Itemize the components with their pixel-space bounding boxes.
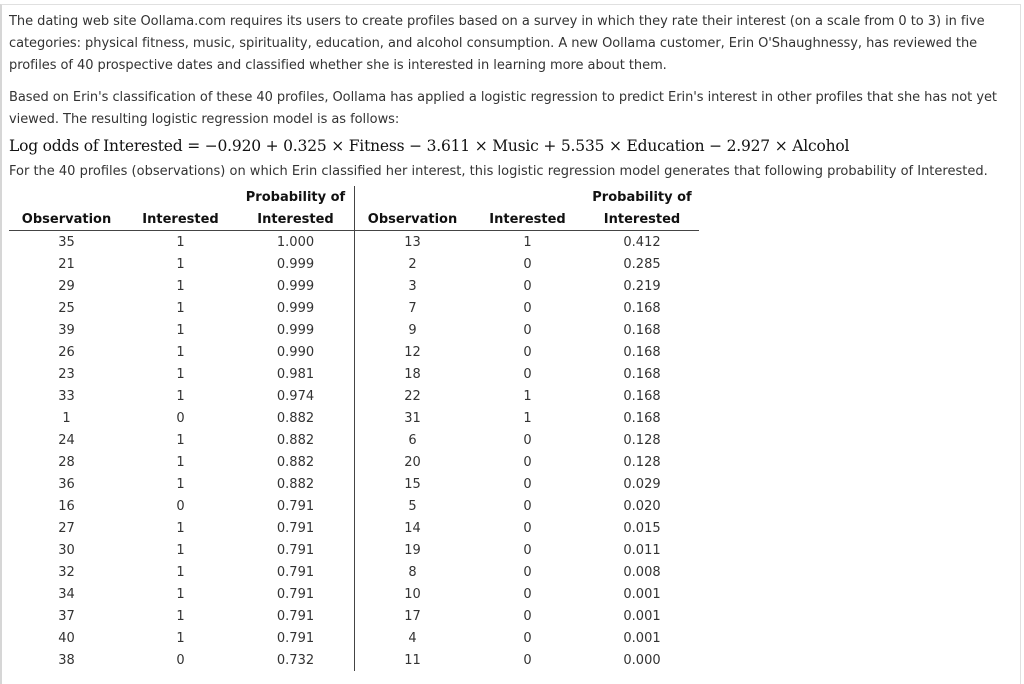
cell-observation: 2 <box>408 256 417 272</box>
cell-interested: 1 <box>176 234 185 250</box>
model-paragraph: Based on Erin's classification of these 40 profiles, Oollama has applied a logistic regression to predict Erin's interest in other profiles that she has not yet viewed. The resulting logistic regression model is as follows: <box>9 90 997 127</box>
cell-observation: 8 <box>408 564 417 580</box>
cell-observation: 15 <box>404 476 421 492</box>
cell-probability: 0.168 <box>623 388 661 404</box>
cell-probability: 0.168 <box>623 300 661 316</box>
cell-probability: 0.000 <box>623 652 661 668</box>
table-row <box>9 627 699 649</box>
cell-interested: 0 <box>523 278 532 294</box>
cell-interested: 0 <box>523 322 532 338</box>
cell-interested: 1 <box>176 344 185 360</box>
cell-observation: 37 <box>58 608 75 624</box>
table-header-row <box>9 208 699 231</box>
cell-observation: 1 <box>62 410 71 426</box>
cell-observation: 35 <box>58 234 75 250</box>
cell-probability: 0.015 <box>623 520 661 536</box>
cell-probability: 0.999 <box>237 297 355 319</box>
table-row <box>9 583 699 605</box>
cell-probability: 0.008 <box>623 564 661 580</box>
cell-interested: 1 <box>176 520 185 536</box>
question-content <box>9 11 1019 671</box>
cell-probability: 0.001 <box>623 608 661 624</box>
cell-interested: 0 <box>523 366 532 382</box>
cell-interested: 0 <box>523 586 532 602</box>
cell-probability: 0.999 <box>237 253 355 275</box>
cut-off-text <box>10 678 870 684</box>
cell-interested: 1 <box>176 476 185 492</box>
intro-paragraph: The dating web site Oollama.com requires its users to create profiles based on a survey in which they rate their interest (on a scale from 0 to 3) in five categories: physical fitness, music, spirituality, education, and alcohol consumption. A new Oollama customer, Erin O'Shaughnessy, has reviewed the profiles of 40 prospective dates and classified whether she is interested in learning more about them. <box>9 14 985 73</box>
cell-interested: 0 <box>523 300 532 316</box>
cell-probability: 0.791 <box>237 627 355 649</box>
cell-observation: 28 <box>58 454 75 470</box>
cell-probability: 0.791 <box>237 539 355 561</box>
cell-interested: 1 <box>176 630 185 646</box>
probability-table <box>9 186 699 671</box>
cell-probability: 0.168 <box>623 344 661 360</box>
table-row <box>9 649 699 671</box>
header-observation: Observation <box>9 208 124 231</box>
cell-observation: 22 <box>404 388 421 404</box>
cell-observation: 3 <box>408 278 417 294</box>
cell-interested: 1 <box>176 322 185 338</box>
cell-interested: 0 <box>523 520 532 536</box>
cell-interested: 0 <box>523 498 532 514</box>
cell-probability: 0.029 <box>623 476 661 492</box>
cell-probability: 0.128 <box>623 454 661 470</box>
table-row <box>9 297 699 319</box>
cell-interested: 0 <box>523 476 532 492</box>
cell-interested: 0 <box>523 652 532 668</box>
cell-interested: 1 <box>176 388 185 404</box>
cell-probability: 0.001 <box>623 586 661 602</box>
cell-interested: 0 <box>523 542 532 558</box>
cell-interested: 0 <box>523 630 532 646</box>
cell-probability: 0.791 <box>237 583 355 605</box>
cell-observation: 24 <box>58 432 75 448</box>
cell-probability: 0.412 <box>623 234 661 250</box>
cell-probability: 1.000 <box>237 231 355 254</box>
cell-observation: 23 <box>58 366 75 382</box>
cell-probability: 0.999 <box>237 319 355 341</box>
cell-interested: 0 <box>523 344 532 360</box>
cell-interested: 0 <box>523 432 532 448</box>
cell-interested: 1 <box>176 278 185 294</box>
table-row <box>9 275 699 297</box>
header-probability-bottom: Interested <box>585 208 699 231</box>
cell-observation: 14 <box>404 520 421 536</box>
cell-observation: 25 <box>58 300 75 316</box>
table-row <box>9 429 699 451</box>
cell-interested: 0 <box>523 454 532 470</box>
cell-observation: 32 <box>58 564 75 580</box>
cell-interested: 1 <box>523 388 532 404</box>
cell-observation: 33 <box>58 388 75 404</box>
cell-interested: 1 <box>176 586 185 602</box>
cell-probability: 0.882 <box>237 473 355 495</box>
table-row <box>9 495 699 517</box>
header-probability-top: Probability of <box>592 189 692 205</box>
table-row <box>9 385 699 407</box>
table-row <box>9 605 699 627</box>
cell-observation: 39 <box>58 322 75 338</box>
cell-observation: 31 <box>404 410 421 426</box>
table-row <box>9 319 699 341</box>
header-interested: Interested <box>470 208 585 231</box>
cell-probability: 0.219 <box>623 278 661 294</box>
cell-observation: 38 <box>58 652 75 668</box>
cell-interested: 0 <box>523 564 532 580</box>
cell-interested: 0 <box>523 256 532 272</box>
header-probability-bottom: Interested <box>237 208 355 231</box>
cell-interested: 1 <box>176 454 185 470</box>
cell-interested: 1 <box>176 256 185 272</box>
cell-probability: 0.168 <box>623 410 661 426</box>
table-row <box>9 231 699 254</box>
table-row <box>9 561 699 583</box>
cell-observation: 17 <box>404 608 421 624</box>
cell-observation: 7 <box>408 300 417 316</box>
cell-interested: 0 <box>523 608 532 624</box>
cell-probability: 0.882 <box>237 451 355 473</box>
cell-probability: 0.791 <box>237 495 355 517</box>
cell-interested: 1 <box>176 608 185 624</box>
header-observation: Observation <box>355 208 471 231</box>
cell-interested: 1 <box>523 234 532 250</box>
table-row <box>9 363 699 385</box>
cell-observation: 30 <box>58 542 75 558</box>
cell-interested: 0 <box>176 652 185 668</box>
cell-interested: 1 <box>176 564 185 580</box>
cell-observation: 34 <box>58 586 75 602</box>
cell-observation: 27 <box>58 520 75 536</box>
cell-interested: 1 <box>523 410 532 426</box>
header-probability-top: Probability of <box>237 186 355 208</box>
cell-probability: 0.999 <box>237 275 355 297</box>
cell-probability: 0.791 <box>237 605 355 627</box>
cell-interested: 0 <box>176 498 185 514</box>
cell-observation: 12 <box>404 344 421 360</box>
table-row <box>9 539 699 561</box>
cell-observation: 36 <box>58 476 75 492</box>
cell-observation: 40 <box>58 630 75 646</box>
cell-probability: 0.990 <box>237 341 355 363</box>
cell-observation: 29 <box>58 278 75 294</box>
cell-observation: 18 <box>404 366 421 382</box>
cell-observation: 9 <box>408 322 417 338</box>
cell-probability: 0.882 <box>237 429 355 451</box>
cell-observation: 26 <box>58 344 75 360</box>
cell-observation: 13 <box>404 234 421 250</box>
table-row <box>9 407 699 429</box>
table-caption: For the 40 profiles (observations) on which Erin classified her interest, this logistic regression model generates that following probability of Interested. <box>9 164 988 179</box>
cell-probability: 0.001 <box>623 630 661 646</box>
cell-probability: 0.168 <box>623 322 661 338</box>
regression-formula: Log odds of Interested = −0.920 + 0.325 × Fitness − 3.611 × Music + 5.535 × Education − 2.927 × Alcohol <box>9 137 850 155</box>
cell-probability: 0.882 <box>237 407 355 429</box>
cell-probability: 0.020 <box>623 498 661 514</box>
cell-interested: 1 <box>176 366 185 382</box>
cell-probability: 0.285 <box>623 256 661 272</box>
header-interested: Interested <box>124 208 237 231</box>
cell-observation: 6 <box>408 432 417 448</box>
cell-probability: 0.791 <box>237 561 355 583</box>
cell-observation: 19 <box>404 542 421 558</box>
cell-probability: 0.981 <box>237 363 355 385</box>
table-row <box>9 451 699 473</box>
cell-probability: 0.128 <box>623 432 661 448</box>
cell-interested: 1 <box>176 300 185 316</box>
table-row <box>9 473 699 495</box>
cell-probability: 0.732 <box>237 649 355 671</box>
table-row <box>9 253 699 275</box>
cell-probability: 0.791 <box>237 517 355 539</box>
table-header-row-top <box>9 186 699 208</box>
table-row <box>9 517 699 539</box>
cell-probability: 0.011 <box>623 542 661 558</box>
cell-probability: 0.168 <box>623 366 661 382</box>
table-row <box>9 341 699 363</box>
cell-interested: 1 <box>176 432 185 448</box>
cell-probability: 0.974 <box>237 385 355 407</box>
cell-observation: 11 <box>404 652 421 668</box>
cell-observation: 16 <box>58 498 75 514</box>
cell-observation: 5 <box>408 498 417 514</box>
cell-observation: 21 <box>58 256 75 272</box>
cell-observation: 4 <box>408 630 417 646</box>
cell-observation: 10 <box>404 586 421 602</box>
cell-interested: 0 <box>176 410 185 426</box>
cell-interested: 1 <box>176 542 185 558</box>
cell-observation: 20 <box>404 454 421 470</box>
table-body <box>9 231 699 672</box>
